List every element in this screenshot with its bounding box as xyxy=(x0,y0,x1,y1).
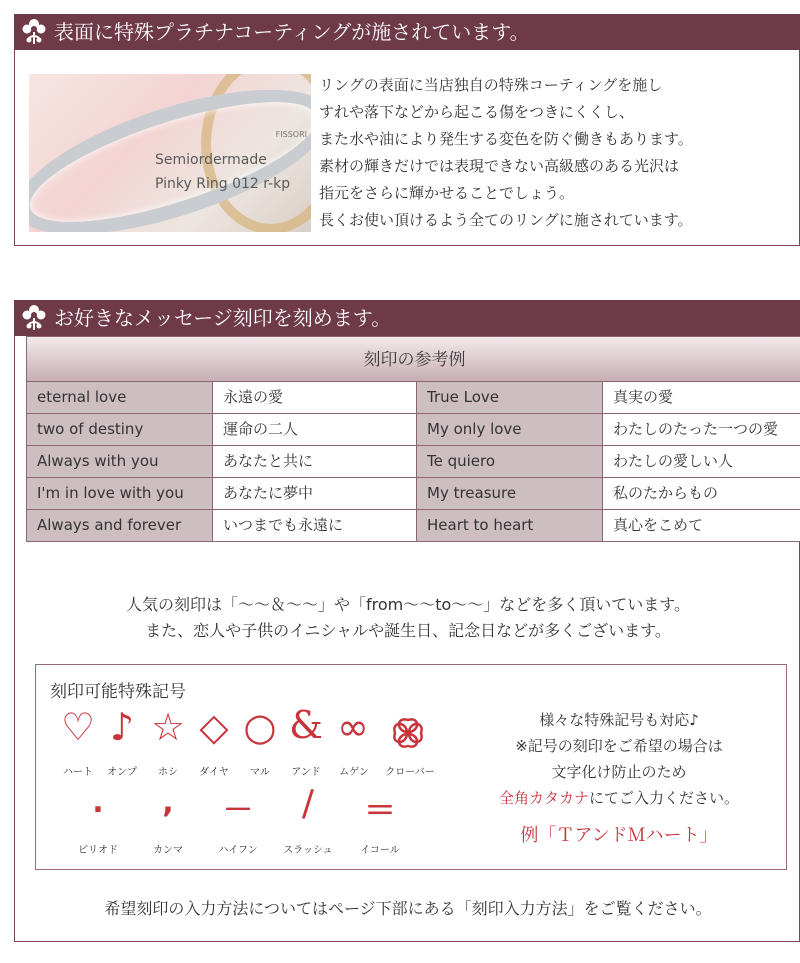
desc-line: 素材の輝きだけでは表現できない高級感のある光沢は xyxy=(319,157,680,175)
symbol-label: ダイヤ xyxy=(199,767,229,778)
symbol-label: ムゲン xyxy=(339,767,369,778)
note-line: ※記号の刻印をご希望の場合は xyxy=(515,737,723,755)
table-row xyxy=(26,478,800,510)
table-row xyxy=(26,446,800,478)
diamond-symbol: ◇ xyxy=(199,705,229,749)
table-cell: two of destiny xyxy=(26,414,212,446)
section2-frame xyxy=(14,336,800,942)
section2-title-bar xyxy=(14,300,800,336)
symbol-label: オンプ xyxy=(107,767,137,778)
symbol-note xyxy=(464,707,774,811)
flower-icon xyxy=(20,18,48,46)
comma-symbol: , xyxy=(162,785,174,820)
table-cell: 運命の二人 xyxy=(212,414,416,446)
table-cell: わたしの愛しい人 xyxy=(602,446,800,478)
desc-line: 長くお使い頂けるよう全てのリングに施されています。 xyxy=(319,211,693,229)
info-line: また、恋人や子供のイニシャルや誕生日、記念日などが多くございます。 xyxy=(145,621,671,640)
table-cell: My only love xyxy=(416,414,602,446)
ampersand-symbol: & xyxy=(289,703,323,747)
info-line: 人気の刻印は「～～＆～～」や「from～～to～～」などを多く頂いています。 xyxy=(125,595,691,614)
input-example: 例「ＴアンドＭハート」 xyxy=(520,825,718,846)
section1-title-bar xyxy=(14,14,800,50)
table-cell: 真実の愛 xyxy=(602,382,800,414)
note-line xyxy=(464,785,774,811)
equals-symbol: ＝ xyxy=(363,791,396,829)
table-cell: Always with you xyxy=(26,446,212,478)
flower-icon xyxy=(20,304,48,332)
note-line: 文字化け防止のため xyxy=(551,763,687,781)
special-symbols-box xyxy=(35,664,787,870)
table-cell: あなたに夢中 xyxy=(212,478,416,510)
engraving-table xyxy=(26,336,800,542)
section1-title: 表面に特殊プラチナコーティングが施されています。 xyxy=(54,20,530,44)
symbol-label: クローバー xyxy=(385,767,435,778)
note-line: 様々な特殊記号も対応♪ xyxy=(539,711,699,729)
note-highlight: 全角カタカナ xyxy=(498,789,589,807)
table-header: 刻印の参考例 xyxy=(26,336,800,382)
photo-caption-2: Pinky Ring 012 r-kp xyxy=(155,176,291,192)
table-row xyxy=(26,510,800,542)
table-cell: eternal love xyxy=(26,382,212,414)
star-symbol: ☆ xyxy=(150,705,186,749)
table-row xyxy=(26,382,800,414)
photo-brand: FISSORI xyxy=(275,130,307,139)
table-cell: I'm in love with you xyxy=(26,478,212,510)
input-method-note: 希望刻印の入力方法についてはページ下部にある「刻印入力方法」をご覧ください。 xyxy=(104,899,712,918)
note-symbol: ♪ xyxy=(109,705,135,749)
symbol-label: ホシ xyxy=(158,767,178,778)
section1-frame xyxy=(14,50,800,246)
heart-symbol: ♡ xyxy=(60,705,96,749)
symbol-label: イコール xyxy=(360,845,400,856)
table-cell: My treasure xyxy=(416,478,602,510)
infinity-symbol: ∞ xyxy=(337,705,369,749)
symbol-label: マル xyxy=(250,767,270,778)
symbol-label: ハイフン xyxy=(218,845,258,856)
clover-icon xyxy=(386,711,430,755)
table-cell: あなたと共に xyxy=(212,446,416,478)
symbol-label: スラッシュ xyxy=(283,845,333,856)
desc-line: また水や油により発生する変色を防ぐ働きもあります。 xyxy=(319,130,693,148)
note-rest: にてご入力ください。 xyxy=(589,789,740,807)
table-cell: Te quiero xyxy=(416,446,602,478)
popular-engraving-info xyxy=(15,592,800,644)
table-cell: True Love xyxy=(416,382,602,414)
symbol-label: アンド xyxy=(291,767,321,778)
table-cell: 真心をこめて xyxy=(602,510,800,542)
table-row xyxy=(26,414,800,446)
symbol-label: カンマ xyxy=(153,845,183,856)
circle-symbol: ○ xyxy=(243,705,277,749)
desc-line: 指元をさらに輝かせることでしょう。 xyxy=(319,184,575,202)
slash-symbol: / xyxy=(301,783,315,824)
desc-line: すれや落下などから起こる傷をつきにくくし、 xyxy=(319,103,635,121)
table-cell: いつまでも永遠に xyxy=(212,510,416,542)
symbols-title: 刻印可能特殊記号 xyxy=(50,682,186,702)
table-cell: Always and forever xyxy=(26,510,212,542)
hyphen-symbol: － xyxy=(223,793,253,828)
table-cell: 永遠の愛 xyxy=(212,382,416,414)
section2-title: お好きなメッセージ刻印を刻めます。 xyxy=(54,306,392,330)
desc-line: リングの表面に当店独自の特殊コーティングを施し xyxy=(319,76,663,94)
symbol-label: ハート xyxy=(63,767,93,778)
coating-description xyxy=(319,72,799,234)
table-cell: 私のたからもの xyxy=(602,478,800,510)
table-cell: Heart to heart xyxy=(416,510,602,542)
table-cell: わたしのたった一つの愛 xyxy=(602,414,800,446)
photo-caption-1: Semiordermade xyxy=(155,152,267,168)
ring-photo xyxy=(29,74,311,232)
period-symbol: . xyxy=(92,785,104,820)
symbol-label: ピリオド xyxy=(78,845,118,856)
